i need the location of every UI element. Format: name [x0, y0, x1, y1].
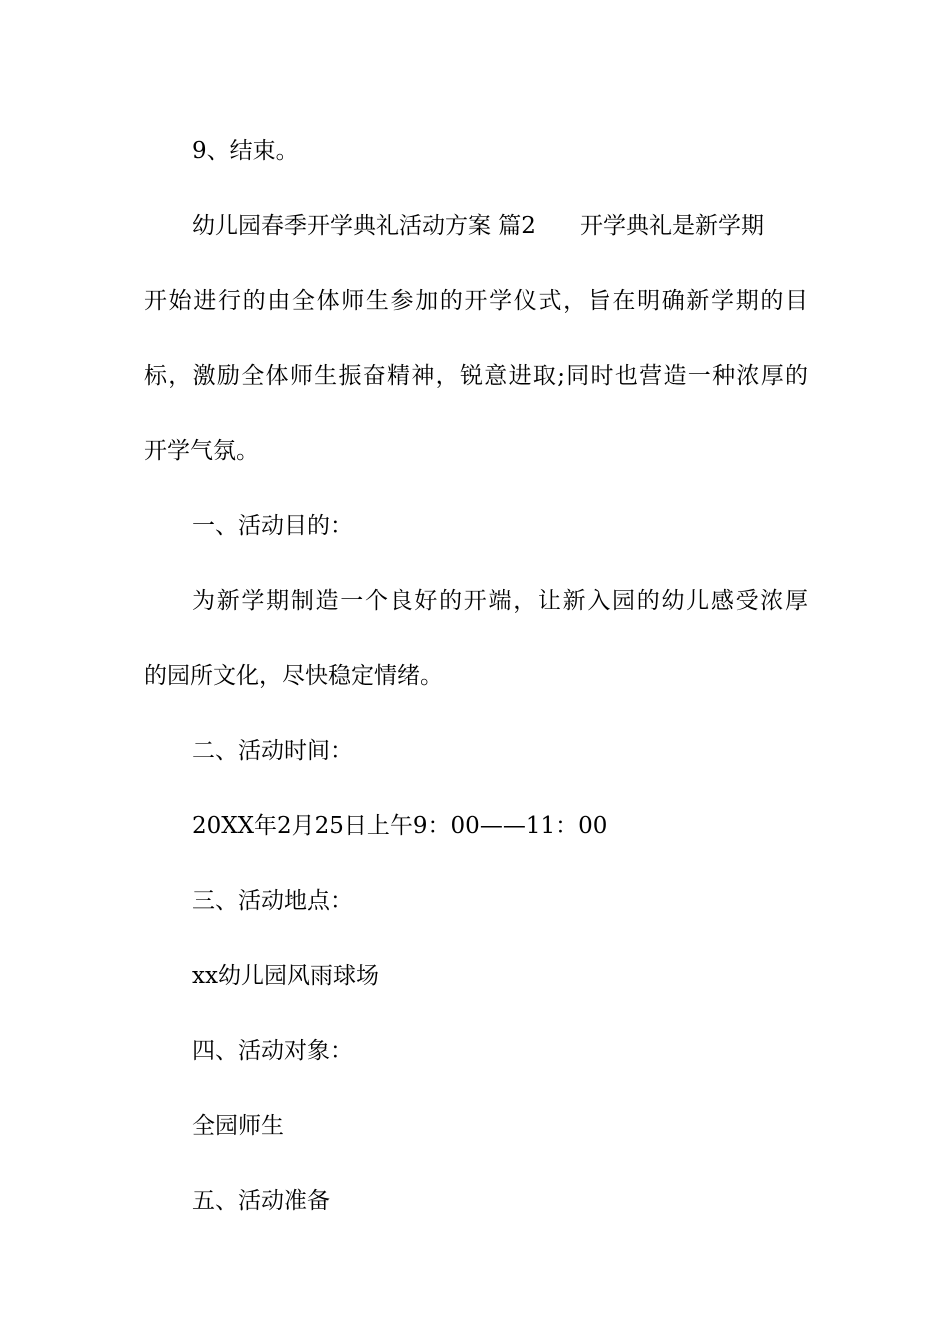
text-line: 四、活动对象：: [192, 1038, 353, 1064]
paragraph-end-item: [192, 136, 808, 166]
text-line: 一、活动目的：: [192, 513, 353, 539]
paragraph-line: [192, 586, 808, 616]
activity-time-value: [192, 811, 808, 841]
activity-target-value: [192, 1111, 808, 1141]
paragraph-line: [144, 361, 808, 391]
text-line: xx幼儿园风雨球场: [192, 963, 379, 989]
heading-activity-target: [192, 1036, 808, 1066]
text-line: 9、结束。: [192, 138, 299, 164]
activity-location-value: [192, 961, 808, 991]
text-line: 全园师生: [192, 1113, 284, 1139]
text-line: 开始进行的由全体师生参加的开学仪式，旨在明确新学期的目: [144, 288, 808, 314]
section-heading-line: [192, 211, 808, 241]
text-line: 开学气氛。: [144, 438, 259, 464]
text-line: 二、活动时间：: [192, 738, 353, 764]
heading-activity-time: [192, 736, 808, 766]
text-line: 的园所文化，尽快稳定情绪。: [144, 663, 443, 689]
text-line: 标，激励全体师生振奋精神，锐意进取;同时也营造一种浓厚的: [144, 363, 808, 389]
heading-activity-purpose: [192, 511, 808, 541]
text-line: 为新学期制造一个良好的开端，让新入园的幼儿感受浓厚: [192, 588, 808, 614]
paragraph-line: [144, 661, 808, 691]
paragraph-line: [144, 436, 808, 466]
heading-activity-location: [192, 886, 808, 916]
text-line: 20XX年2月25日上午9：00——11：00: [192, 813, 608, 839]
section-title: 幼儿园春季开学典礼活动方案 篇2: [192, 213, 536, 239]
text-line: 开学典礼是新学期: [579, 213, 764, 239]
text-line: 三、活动地点：: [192, 888, 353, 914]
heading-activity-preparation: [192, 1186, 808, 1216]
text-line: 五、活动准备: [192, 1188, 330, 1214]
paragraph-line: [144, 286, 808, 316]
